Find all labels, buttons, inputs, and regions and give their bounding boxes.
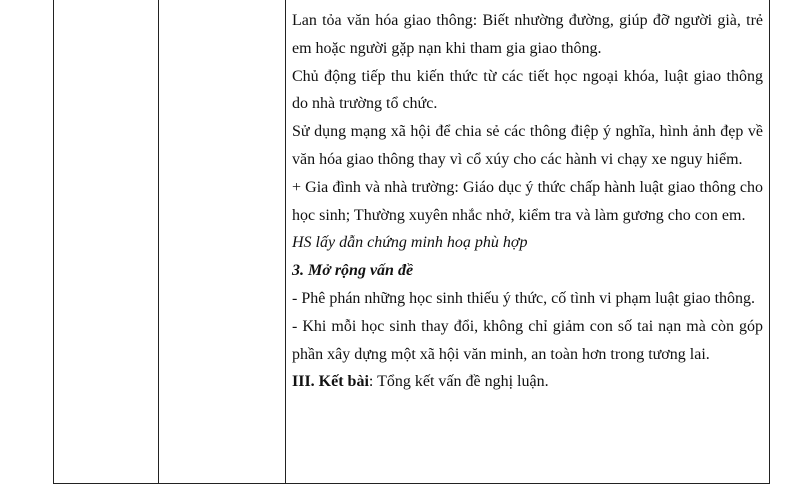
table-row [54,0,770,484]
paragraph-traffic-culture: Lan tỏa văn hóa giao thông: Biết nhường đường, giúp đỡ người già, trẻ em hoặc người gặp nạn khi tham gia giao thông. [292,12,763,57]
empty-cell-middle [159,0,286,484]
paragraph-extracurricular: Chủ động tiếp thu kiến thức từ các tiết học ngoại khóa, luật giao thông do nhà trường tổ chức. [292,67,763,113]
paragraph-criticize: - Phê phán những học sinh thiếu ý thức, cố tình vi phạm luật giao thông. [292,289,756,307]
paragraph-evidence-note: HS lấy dẫn chứng minh hoạ phù hợp [292,234,528,252]
paragraph-social-media: Sử dụng mạng xã hội để chia sẻ các thông điệp ý nghĩa, hình ảnh đẹp về văn hóa giao thông thay vì cổ xúy cho các hành vi chạy xe nguy hiểm. [292,123,763,168]
paragraph-family-school: + Gia đình và nhà trường: Giáo dục ý thức chấp hành luật giao thông cho học sinh; Thường xuyên nhắc nhở, kiểm tra và làm gương cho con em. [292,178,763,224]
content-block [286,0,769,396]
empty-cell-left [54,0,159,484]
conclusion-text: : Tổng kết vấn đề nghị luận. [368,373,549,391]
content-cell [286,0,770,484]
paragraph-conclusion [292,368,763,396]
paragraph-change: - Khi mỗi học sinh thay đổi, không chỉ giảm con số tai nạn mà còn góp phần xây dựng một xã hội văn minh, an toàn hơn trong tương lai. [292,317,763,363]
section-heading-expand: 3. Mở rộng vấn đề [292,262,414,280]
answer-table [53,0,770,484]
conclusion-heading: III. Kết bài [292,373,369,391]
